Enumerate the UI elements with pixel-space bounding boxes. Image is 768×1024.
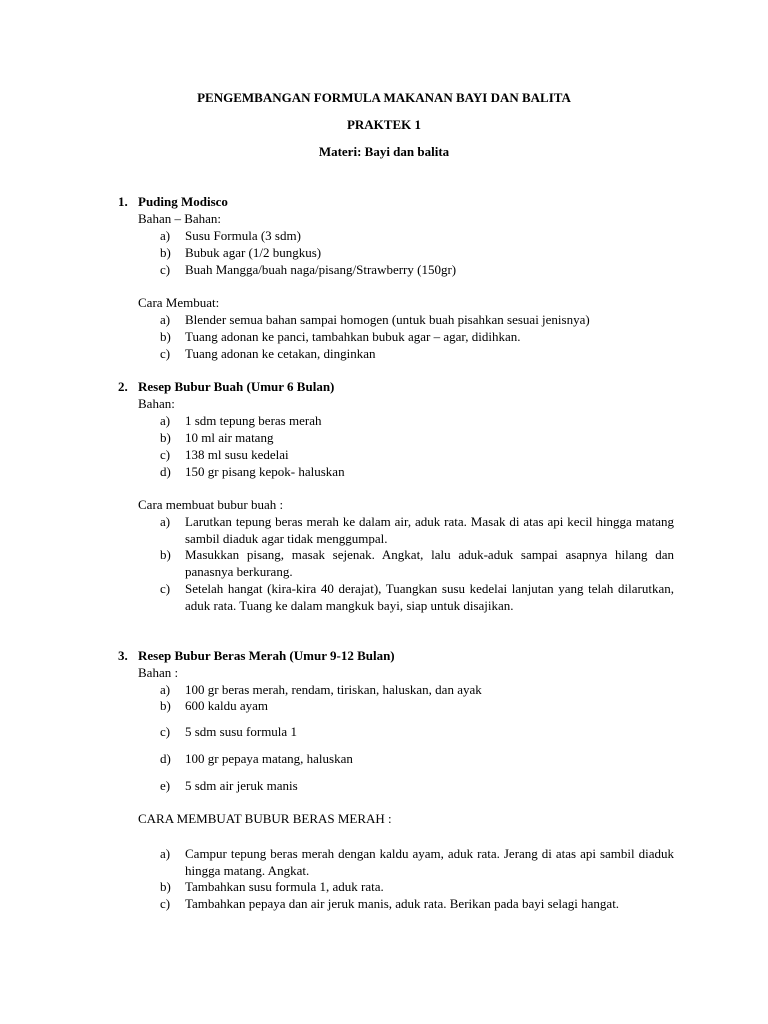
ingredient-item	[160, 681, 674, 698]
item-text: 138 ml susu kedelai	[185, 447, 289, 462]
bahan-label: Bahan :	[138, 665, 179, 680]
ingredient-item	[160, 697, 674, 714]
item-text: Larutkan tepung beras merah ke dalam air, aduk rata. Masak di atas api kecil hingga matang sambil diaduk agar tidak menggumpal.	[185, 514, 674, 546]
item-text: 600 kaldu ayam	[185, 698, 269, 713]
item-marker: a)	[160, 312, 171, 327]
item-text: Blender semua bahan sampai homogen (untuk buah pisahkan sesuai jenisnya)	[185, 312, 590, 327]
section-title: Resep Bubur Buah (Umur 6 Bulan)	[138, 379, 335, 394]
item-text: Tuang adonan ke panci, tambahkan bubuk agar – agar, didihkan.	[185, 329, 521, 344]
ingredient-item	[160, 777, 674, 794]
item-text: 5 sdm air jeruk manis	[185, 778, 298, 793]
item-marker: b)	[160, 245, 171, 260]
item-text: Buah Mangga/buah naga/pisang/Strawberry (150gr)	[185, 262, 457, 277]
item-text: 5 sdm susu formula 1	[185, 724, 297, 739]
item-text: Tambahkan susu formula 1, aduk rata.	[185, 879, 384, 894]
item-text: Campur tepung beras merah dengan kaldu ayam, aduk rata. Jerang di atas api sambil diaduk hingga matang. Angkat.	[185, 846, 674, 878]
item-text: Susu Formula (3 sdm)	[185, 228, 301, 243]
section-number: 3.	[118, 648, 128, 663]
document-title: PENGEMBANGAN FORMULA MAKANAN BAYI DAN BALITA	[197, 90, 571, 105]
item-text: 100 gr pepaya matang, haluskan	[185, 751, 353, 766]
item-text: 1 sdm tepung beras merah	[185, 413, 322, 428]
item-text: Tuang adonan ke cetakan, dinginkan	[185, 346, 376, 361]
ingredient-item	[160, 723, 674, 740]
item-marker: a)	[160, 413, 171, 428]
item-marker: c)	[160, 896, 171, 911]
item-marker: a)	[160, 514, 171, 529]
step-item	[160, 878, 674, 895]
document-materi: Materi: Bayi dan balita	[318, 144, 450, 159]
item-marker: c)	[160, 447, 171, 462]
section-number: 1.	[118, 194, 128, 209]
cara-label: Cara Membuat:	[138, 295, 220, 310]
section-heading	[118, 193, 228, 210]
bahan-label: Bahan:	[138, 396, 175, 411]
item-text: Tambahkan pepaya dan air jeruk manis, aduk rata. Berikan pada bayi selagi hangat.	[185, 896, 620, 911]
item-marker: a)	[160, 228, 171, 243]
item-marker: e)	[160, 778, 171, 793]
cara-label: Cara membuat bubur buah :	[138, 497, 284, 512]
item-marker: b)	[160, 329, 171, 344]
item-text: Bubuk agar (1/2 bungkus)	[185, 245, 322, 260]
item-text: 100 gr beras merah, rendam, tiriskan, haluskan, dan ayak	[185, 682, 482, 697]
ingredient-item	[160, 412, 674, 429]
ingredient-item	[160, 227, 674, 244]
step-item	[160, 345, 674, 362]
step-item	[160, 895, 674, 912]
step-item	[160, 328, 674, 345]
item-marker: c)	[160, 581, 171, 596]
section-title: Resep Bubur Beras Merah (Umur 9-12 Bulan)	[138, 648, 395, 663]
item-marker: d)	[160, 464, 171, 479]
item-text: Setelah hangat (kira-kira 40 derajat), Tuangkan susu kedelai lanjutan yang telah dilarutkan, aduk rata. Tuang ke dalam mangkuk bayi, siap untuk disajikan.	[185, 581, 674, 613]
section-heading	[118, 378, 334, 395]
item-marker: b)	[160, 430, 171, 445]
step-item	[160, 580, 674, 614]
section-title: Puding Modisco	[138, 194, 228, 209]
section-number: 2.	[118, 379, 128, 394]
item-marker: b)	[160, 698, 171, 713]
bahan-label: Bahan – Bahan:	[138, 211, 222, 226]
ingredient-item	[160, 429, 674, 446]
item-marker: c)	[160, 724, 171, 739]
ingredient-item	[160, 261, 674, 278]
ingredient-item	[160, 244, 674, 261]
item-text: 150 gr pisang kepok- haluskan	[185, 464, 345, 479]
section-heading	[118, 647, 395, 664]
item-marker: c)	[160, 262, 171, 277]
ingredient-item	[160, 750, 674, 767]
document-subtitle: PRAKTEK 1	[346, 117, 422, 132]
item-marker: a)	[160, 846, 171, 861]
item-marker: c)	[160, 346, 171, 361]
step-item	[160, 546, 674, 580]
item-text: 10 ml air matang	[185, 430, 274, 445]
ingredient-item	[160, 446, 674, 463]
item-text: Masukkan pisang, masak sejenak. Angkat, lalu aduk-aduk sampai asapnya hilang dan panasnya berkurang.	[185, 547, 674, 579]
step-item	[160, 845, 674, 879]
item-marker: a)	[160, 682, 171, 697]
step-item	[160, 311, 674, 328]
ingredient-item	[160, 463, 674, 480]
item-marker: b)	[160, 879, 171, 894]
item-marker: b)	[160, 547, 171, 562]
item-marker: d)	[160, 751, 171, 766]
cara-label: CARA MEMBUAT BUBUR BERAS MERAH :	[138, 811, 392, 826]
step-item	[160, 513, 674, 547]
